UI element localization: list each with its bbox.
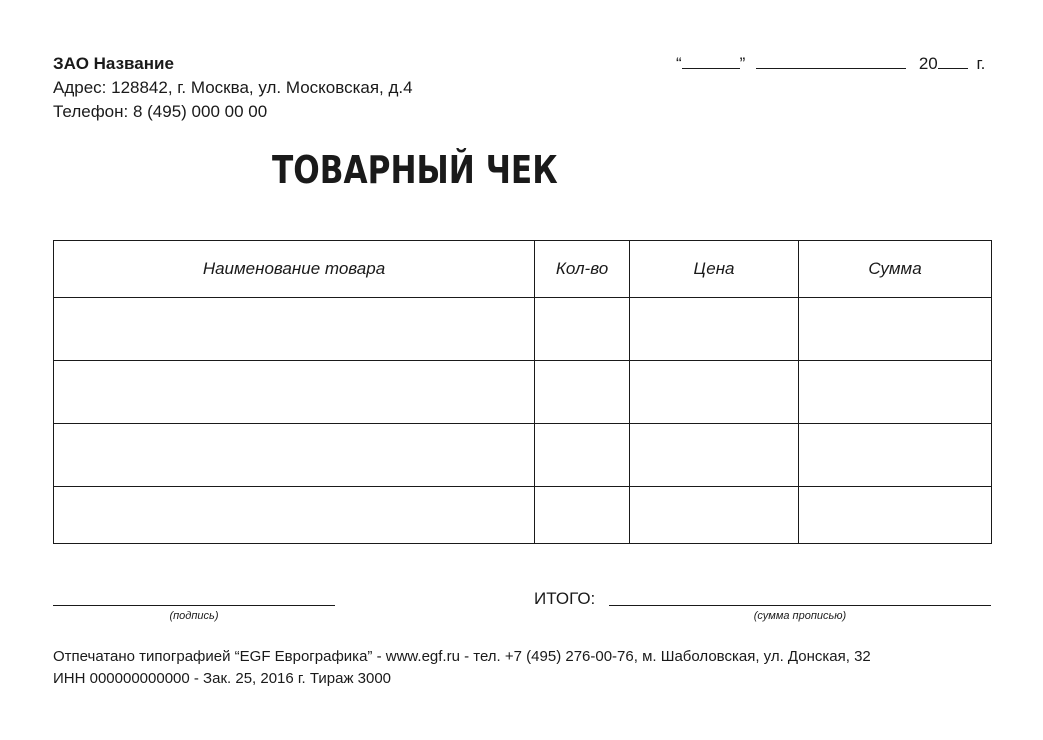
cell-quantity[interactable] [535,487,630,544]
signature-line[interactable] [53,605,335,606]
total-label: ИТОГО: [534,589,596,608]
date-close-quote: ” [739,54,746,73]
date-open-quote: “ [676,54,682,73]
footer-line-1: Отпечатано типографией “EGF Еврографика” - www.egf.ru - тел. +7 (495) 276-00-76, м. Шаболовская, ул. Донская, 32 [53,648,871,665]
year-prefix: 20 [918,54,938,73]
cell-sum[interactable] [799,298,992,361]
total-amount-line[interactable] [609,605,991,606]
cell-price[interactable] [630,361,799,424]
items-table [53,240,992,544]
company-phone: Телефон: 8 (495) 000 00 00 [53,102,268,121]
day-blank [682,52,740,69]
date-field [676,52,985,76]
table-header-row [54,241,992,298]
cell-price[interactable] [630,487,799,544]
year-suffix: г. [976,54,986,73]
signature-caption: (подпись) [169,610,219,622]
cell-sum[interactable] [799,424,992,487]
cell-item-name[interactable] [54,361,535,424]
header-price: Цена [630,241,799,298]
year-blank [938,52,968,69]
cell-sum[interactable] [799,487,992,544]
cell-item-name[interactable] [54,487,535,544]
table-row [54,487,992,544]
cell-quantity[interactable] [535,424,630,487]
footer-line-2: ИНН 000000000000 - Зак. 25, 2016 г. Тираж 3000 [53,670,392,687]
company-name: ЗАО Название [53,54,174,73]
table-row [54,424,992,487]
cell-price[interactable] [630,424,799,487]
company-address: Адрес: 128842, г. Москва, ул. Московская, д.4 [53,78,413,97]
cell-price[interactable] [630,298,799,361]
header-quantity: Кол-во [535,241,630,298]
table-row [54,298,992,361]
cell-quantity[interactable] [535,361,630,424]
month-blank [756,52,906,69]
printer-footer [53,646,871,690]
company-block [53,52,413,124]
table-row [54,361,992,424]
cell-item-name[interactable] [54,424,535,487]
cell-quantity[interactable] [535,298,630,361]
header-sum: Сумма [799,241,992,298]
header-item-name: Наименование товара [54,241,535,298]
total-caption: (сумма прописью) [753,610,847,622]
document-title: ТОВАРНЫЙ ЧЕК [272,148,558,192]
cell-sum[interactable] [799,361,992,424]
cell-item-name[interactable] [54,298,535,361]
